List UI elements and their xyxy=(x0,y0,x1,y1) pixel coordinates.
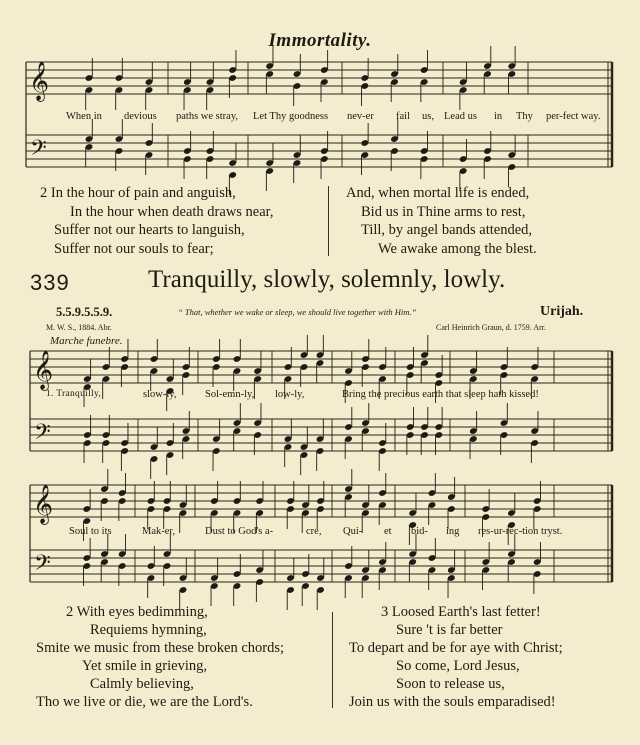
verse-line: 3 Loosed Earth's last fetter! xyxy=(381,604,541,620)
verse-line: In the hour when death draws near, xyxy=(70,203,274,220)
music-credit: Carl Heinrich Graun, d. 1759. Arr. xyxy=(436,323,546,332)
divider xyxy=(328,186,329,256)
tune-name: Urijah. xyxy=(540,304,584,319)
verse-line: Join us with the souls emparadised! xyxy=(349,694,556,710)
lyric-word: paths we stray, xyxy=(176,111,239,122)
lyric-word: Let Thy goodness xyxy=(253,111,329,122)
lyric-word: 1. Tranquilly, xyxy=(46,389,102,399)
verse-line: And, when mortal life is ended, xyxy=(346,185,530,201)
verse-line: Calmly believing, xyxy=(90,676,194,692)
verse-2-right xyxy=(346,184,537,258)
verse-line: Yet smile in grieving, xyxy=(82,658,207,674)
hymn-number: 339 xyxy=(30,270,70,295)
lyric-word: Thy xyxy=(516,111,533,122)
verse-line: Bid us in Thine arms to rest, xyxy=(361,203,526,220)
verse-line: 2 With eyes bedimming, xyxy=(66,604,208,620)
verse-line: Suffer not our hearts to languish, xyxy=(54,222,245,239)
lyric-word: slow-ly, xyxy=(143,389,177,400)
verse-line: So come, Lord Jesus, xyxy=(396,658,520,674)
lyric-word: per-fect way. xyxy=(546,111,601,122)
lyric-word: When in xyxy=(66,111,102,122)
verse-line: Soon to release us, xyxy=(396,676,505,692)
verse-line: To depart and be for aye with Christ; xyxy=(349,640,563,656)
lyric-word: bid- xyxy=(411,526,428,537)
lyric-word: in xyxy=(494,111,503,122)
svg-text:𝄢: 𝄢 xyxy=(34,551,51,581)
divider xyxy=(332,612,333,708)
lyric-word: Dust to God's a- xyxy=(205,526,274,537)
lyric-word: Soul to its xyxy=(69,526,112,537)
verse-line: We awake among the blest. xyxy=(378,240,537,257)
lyric-word: fail xyxy=(396,111,410,122)
svg-text:𝄞: 𝄞 xyxy=(29,61,50,101)
verse-2-left xyxy=(40,184,274,258)
svg-text:𝄞: 𝄞 xyxy=(33,350,54,390)
hymn-title: Tranquilly, slowly, solemnly, lowly. xyxy=(148,266,506,293)
verse-line: 2 In the hour of pain and anguish, xyxy=(40,185,236,201)
lyric-word: cre, xyxy=(306,526,322,537)
lyric-word: et xyxy=(384,526,392,537)
verse-line: Requiems hymning, xyxy=(90,622,207,638)
epigraph: “ That, whether we wake or sleep, we should live together with Him.” xyxy=(178,307,417,317)
lyric-word: Qui- xyxy=(343,526,363,537)
lyric-word: Sol-emn-ly, xyxy=(205,389,255,400)
tempo-marking: Marche funebre. xyxy=(50,335,123,347)
verse-2 xyxy=(36,603,284,711)
verse-line: Till, by angel bands attended, xyxy=(361,222,533,239)
svg-text:𝄢: 𝄢 xyxy=(34,420,51,450)
lyric-word: Mak-er, xyxy=(142,526,176,537)
meter: 5.5.9.5.5.9. xyxy=(56,305,113,319)
verse-line: Smite we music from these broken chords; xyxy=(36,640,285,656)
lyric-word: low-ly, xyxy=(275,389,305,400)
lyric-word: ing xyxy=(446,526,460,537)
words-credit: M. W. S., 1884. Abr. xyxy=(46,323,112,332)
lyric-word: Bring the precious earth that sleep hath kissed! xyxy=(342,389,539,400)
verse-line: Suffer not our souls to fear; xyxy=(54,240,214,257)
svg-text:𝄞: 𝄞 xyxy=(33,484,54,524)
hymn-title-immortality: Immortality. xyxy=(268,30,372,51)
verse-line: Tho we live or die, we are the Lord's. xyxy=(36,694,253,710)
lyric-word: res-ur-rec-tion tryst. xyxy=(478,526,563,537)
lyric-word: Lead us xyxy=(444,111,477,122)
svg-text:𝄢: 𝄢 xyxy=(30,136,47,166)
lyric-word: us, xyxy=(422,111,434,122)
lyric-word: devious xyxy=(124,111,157,122)
verse-3 xyxy=(349,603,563,711)
lyric-word: nev-er xyxy=(347,111,374,122)
verse-line: Sure 't is far better xyxy=(396,622,503,638)
